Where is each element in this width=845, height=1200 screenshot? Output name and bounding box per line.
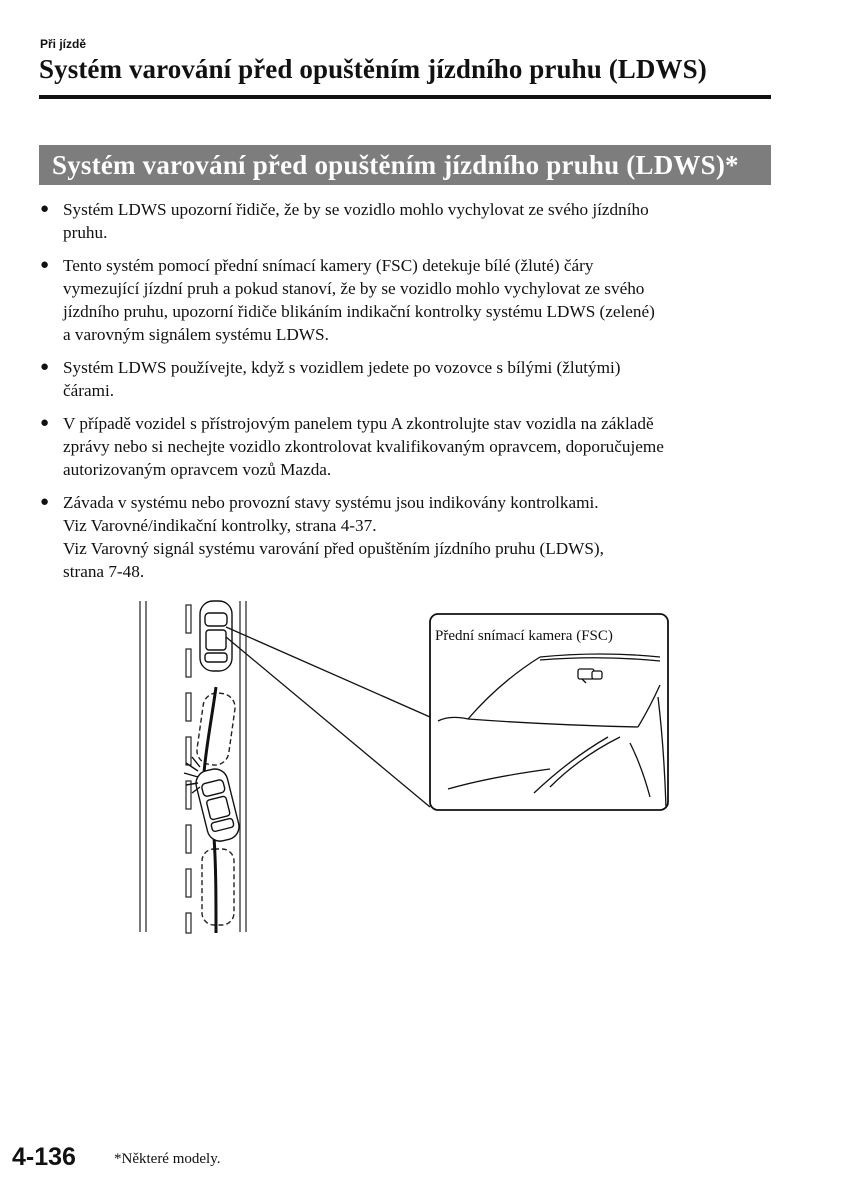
footnote: *Některé modely. bbox=[114, 1151, 221, 1167]
bullet-icon: ● bbox=[40, 359, 50, 375]
bullet-icon: ● bbox=[40, 415, 50, 431]
title-rule bbox=[39, 95, 771, 99]
list-item-line: Systém LDWS používejte, když s vozidlem jedete po vozovce s bílými (žlutými) bbox=[63, 358, 621, 377]
bullet-list bbox=[39, 198, 779, 583]
page-title: Systém varování před opuštěním jízdního pruhu (LDWS) bbox=[39, 54, 707, 84]
list-item-line: pruhu. bbox=[63, 223, 108, 242]
callout-lines bbox=[226, 627, 430, 807]
list-item-line: vymezující jízdní pruh a pokud stanoví, že by se vozidlo mohlo vychylovat ze svého bbox=[63, 279, 645, 298]
list-item-line: Viz Varovné/indikační kontrolky, strana 4-37. bbox=[63, 516, 377, 535]
ldws-illustration bbox=[130, 597, 675, 937]
list-item-line: V případě vozidel s přístrojovým panelem typu A zkontrolujte stav vozidla na základě bbox=[63, 414, 654, 433]
list-item bbox=[39, 491, 779, 583]
bullet-icon: ● bbox=[40, 201, 50, 217]
list-item bbox=[39, 198, 779, 244]
drifting-car-icon bbox=[193, 766, 241, 844]
list-item-line: strana 7-48. bbox=[63, 562, 145, 581]
list-item bbox=[39, 412, 779, 481]
ghost-car-outline bbox=[195, 691, 237, 767]
camera-label: Přední snímací kamera (FSC) bbox=[435, 628, 613, 644]
list-item bbox=[39, 356, 779, 402]
section-heading: Systém varování před opuštěním jízdního pruhu (LDWS)* bbox=[39, 145, 771, 185]
list-item-line: Viz Varovný signál systému varování před opuštěním jízdního pruhu (LDWS), bbox=[63, 539, 604, 558]
list-item-line: autorizovaným opravcem vozů Mazda. bbox=[63, 460, 332, 479]
list-item-line: zprávy nebo si nechejte vozidlo zkontrolovat kvalifikovaným opravcem, doporučujeme bbox=[63, 437, 664, 456]
list-item bbox=[39, 254, 779, 346]
car-icon bbox=[200, 601, 232, 671]
list-item-line: Systém LDWS upozorní řidiče, že by se vozidlo mohlo vychylovat ze svého jízdního bbox=[63, 200, 649, 219]
list-item-line: Závada v systému nebo provozní stavy systému jsou indikovány kontrolkami. bbox=[63, 493, 599, 512]
ghost-car-outline bbox=[202, 849, 234, 925]
list-item-line: jízdního pruhu, upozorní řidiče blikáním indikační kontrolky systému LDWS (zelené) bbox=[63, 302, 655, 321]
lane-divider bbox=[186, 605, 191, 933]
bullet-icon: ● bbox=[40, 494, 50, 510]
breadcrumb: Při jízdě bbox=[40, 37, 87, 51]
list-item-line: a varovným signálem systému LDWS. bbox=[63, 325, 329, 344]
road-left-edge bbox=[140, 601, 146, 932]
list-item-line: čárami. bbox=[63, 381, 115, 400]
page-number: 4-136 bbox=[12, 1143, 76, 1171]
list-item-line: Tento systém pomocí přední snímací kamery (FSC) detekuje bílé (žluté) čáry bbox=[63, 256, 594, 275]
bullet-icon: ● bbox=[40, 257, 50, 273]
